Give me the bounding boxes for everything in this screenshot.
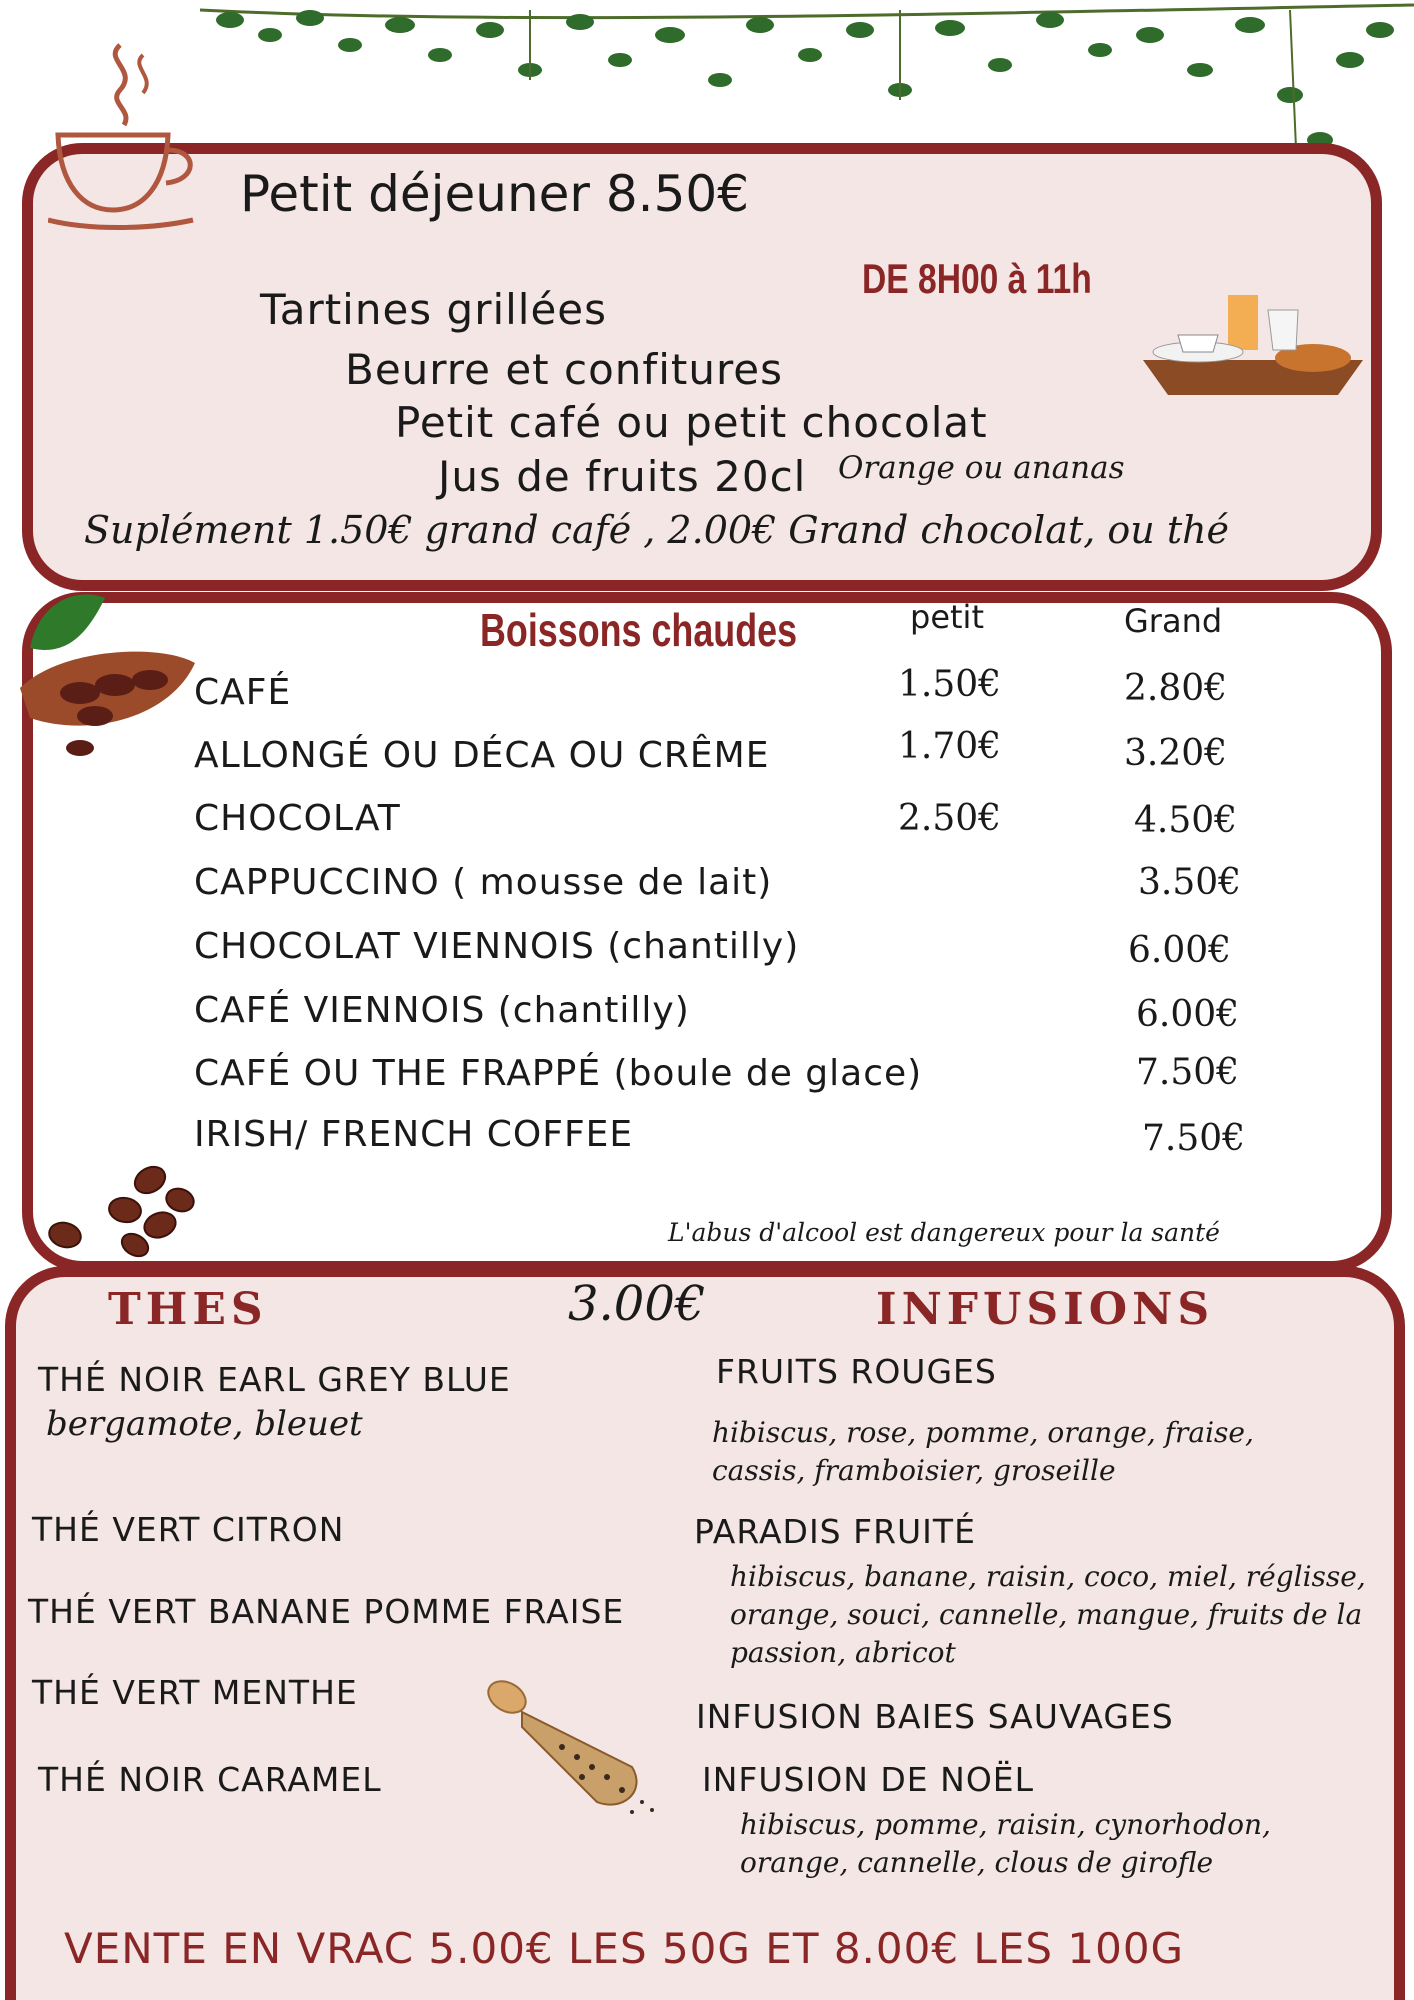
drink-price-grand: 7.50€ [1142, 1118, 1246, 1159]
breakfast-hours: DE 8H00 à 11h [862, 255, 1092, 302]
tea-scoop-icon [482, 1672, 672, 1822]
breakfast-tray-icon [1138, 290, 1374, 400]
drink-name: IRISH/ FRENCH COFFEE [194, 1114, 634, 1155]
drink-name: CAFÉ [194, 672, 292, 713]
breakfast-item: Petit café ou petit chocolat [395, 398, 988, 447]
drink-price-grand: 4.50€ [1134, 800, 1238, 841]
drink-price-petit: 2.50€ [898, 798, 1002, 839]
drink-price-grand: 6.00€ [1128, 930, 1232, 971]
infusion-name: INFUSION BAIES SAUVAGES [696, 1697, 1174, 1736]
drink-price-grand: 2.80€ [1124, 668, 1228, 709]
infusion-name: INFUSION DE NOËL [702, 1760, 1035, 1799]
breakfast-item: Tartines grillées [260, 285, 608, 334]
breakfast-item: Jus de fruits 20cl [438, 452, 807, 501]
tea-name: THÉ VERT BANANE POMME FRAISE [28, 1592, 625, 1631]
breakfast-supplement: Suplément 1.50€ grand café , 2.00€ Grand chocolat, ou thé [84, 508, 1230, 552]
breakfast-title: Petit déjeuner 8.50€ [240, 165, 750, 223]
teas-price: 3.00€ [568, 1276, 706, 1332]
tea-name: THÉ VERT MENTHE [32, 1673, 358, 1712]
cocoa-pod-icon [10, 588, 200, 763]
hot-drinks-title: Boissons chaudes [480, 604, 798, 656]
coffee-beans-icon [40, 1155, 200, 1260]
tea-name: THÉ VERT CITRON [32, 1510, 345, 1549]
drink-name: ALLONGÉ OU DÉCA OU CRÊME [194, 735, 770, 776]
breakfast-item: Beurre et confitures [345, 345, 784, 394]
drink-price-grand: 6.00€ [1136, 994, 1240, 1035]
drink-price-grand: 3.20€ [1124, 733, 1228, 774]
juice-options: Orange ou ananas [838, 450, 1125, 486]
infusion-description: hibiscus, rose, pomme, orange, fraise, cassis, framboisier, groseille [712, 1416, 1254, 1487]
column-header-grand: Grand [1124, 602, 1223, 640]
drink-name: CAPPUCCINO ( mousse de lait) [194, 862, 773, 903]
infusions-title: INFUSIONS [876, 1284, 1215, 1335]
drink-name: CAFÉ OU THE FRAPPÉ (boule de glace) [194, 1053, 923, 1094]
infusion-name: FRUITS ROUGES [716, 1352, 997, 1391]
bulk-sale-note: VENTE EN VRAC 5.00€ LES 50G ET 8.00€ LES 100G [64, 1924, 1185, 1973]
coffee-cup-icon [48, 25, 198, 235]
tea-name: THÉ NOIR CARAMEL [38, 1760, 382, 1799]
infusion-name: PARADIS FRUITÉ [694, 1512, 976, 1551]
drink-name: CAFÉ VIENNOIS (chantilly) [194, 990, 690, 1031]
alcohol-warning: L'abus d'alcool est dangereux pour la santé [668, 1218, 1220, 1247]
column-header-petit: petit [910, 598, 984, 636]
infusion-description: hibiscus, banane, raisin, coco, miel, réglisse, orange, souci, cannelle, mangue, fruits de la passion, abricot [730, 1560, 1366, 1669]
drink-name: CHOCOLAT VIENNOIS (chantilly) [194, 926, 800, 967]
drink-price-grand: 7.50€ [1136, 1052, 1240, 1093]
thes-title: THES [108, 1284, 268, 1335]
drink-price-grand: 3.50€ [1138, 862, 1242, 903]
infusion-description: hibiscus, pomme, raisin, cynorhodon, orange, cannelle, clous de girofle [740, 1808, 1271, 1879]
drink-price-petit: 1.70€ [898, 726, 1002, 767]
drink-name: CHOCOLAT [194, 798, 401, 839]
drink-price-petit: 1.50€ [898, 664, 1002, 705]
tea-name: THÉ NOIR EARL GREY BLUE [38, 1360, 511, 1399]
tea-description: bergamote, bleuet [46, 1404, 363, 1444]
